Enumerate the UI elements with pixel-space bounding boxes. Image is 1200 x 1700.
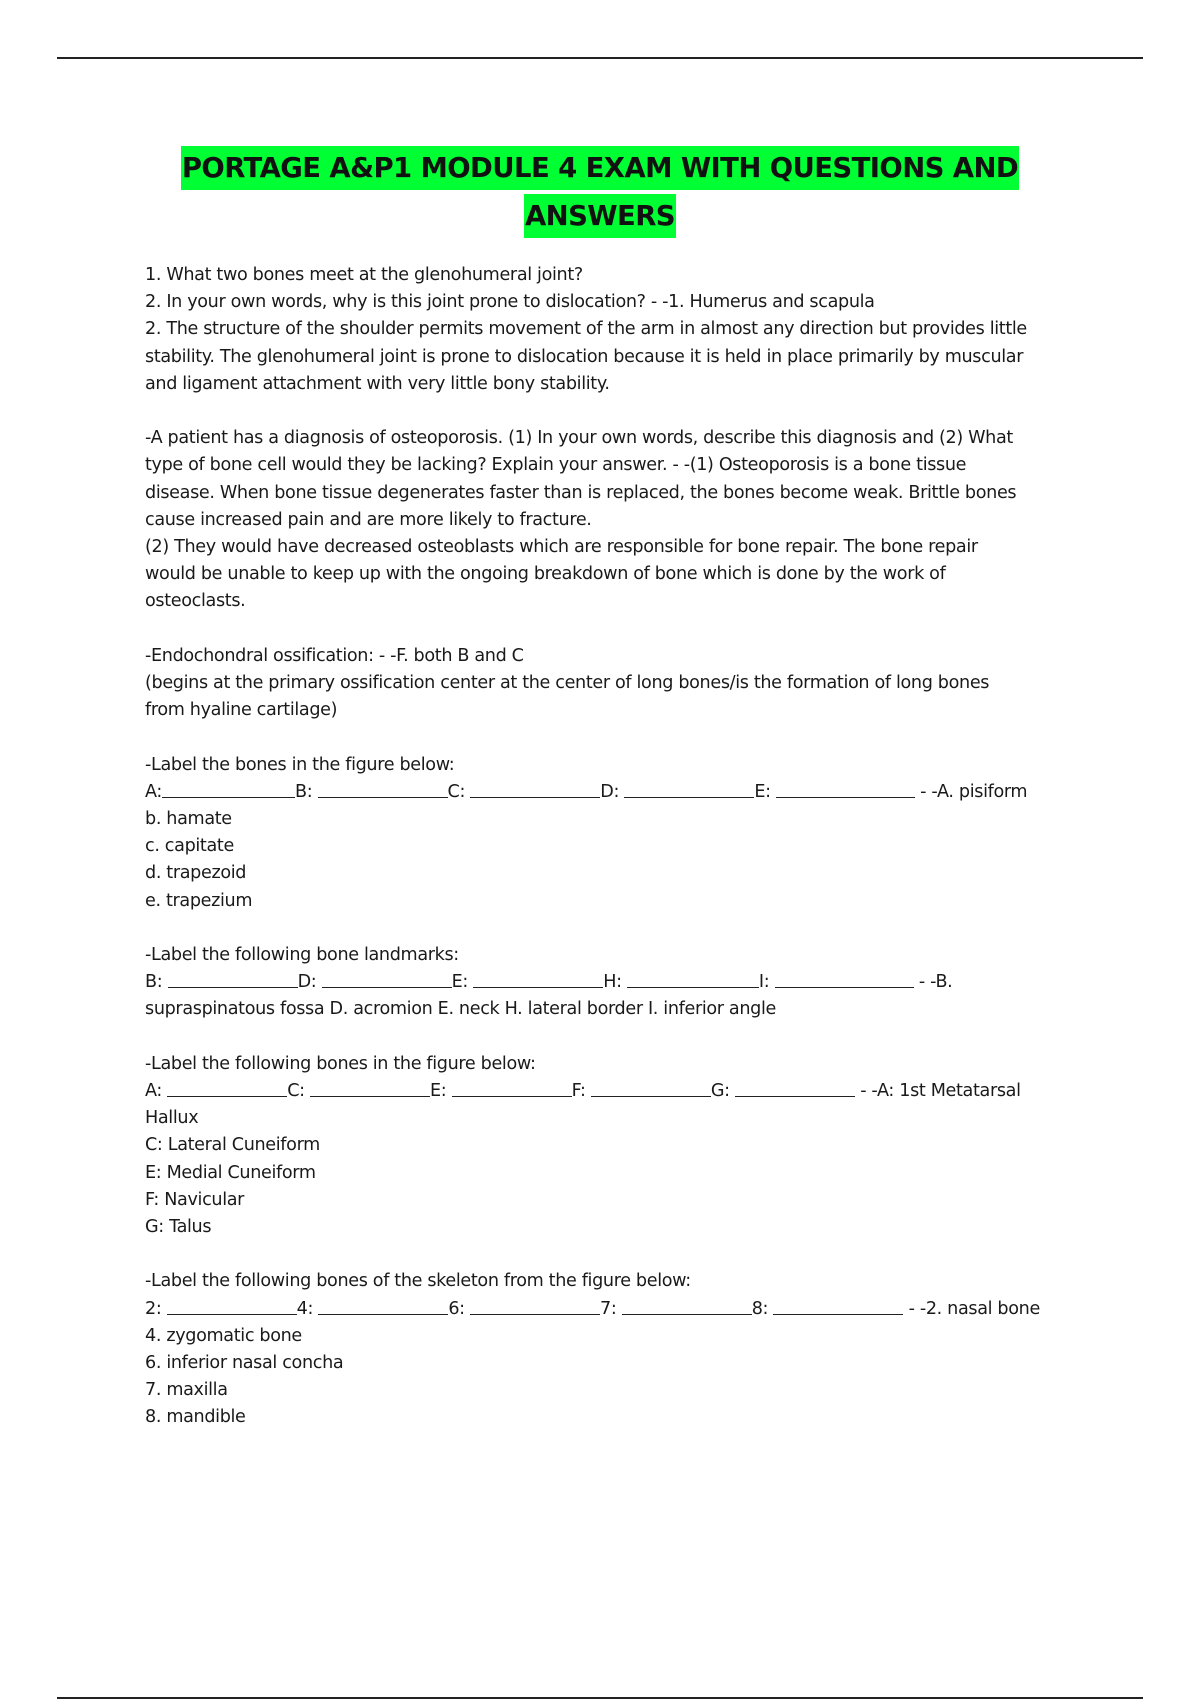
blank-label: E: bbox=[429, 1081, 447, 1102]
text-line: -A patient has a diagnosis of osteoporosis. (1) In your own words, describe this diagnosis and (2) What bbox=[145, 428, 1013, 449]
blank-label: H: bbox=[603, 972, 622, 993]
question-foot-bones bbox=[145, 1051, 1080, 1241]
text-line: type of bone cell would they be lacking? Explain your answer. - -(1) Osteoporosis is a bone tissue bbox=[145, 455, 967, 476]
answer-line: C: Lateral Cuneiform bbox=[145, 1135, 320, 1156]
document-title bbox=[145, 146, 1055, 242]
answer-blank bbox=[591, 1079, 711, 1097]
answer-line: G: Talus bbox=[145, 1217, 212, 1238]
blank-label: A: bbox=[145, 1081, 162, 1102]
answer-blank bbox=[167, 1297, 297, 1315]
answer-blank bbox=[318, 780, 448, 798]
answer-text: - -2. nasal bone bbox=[903, 1298, 1040, 1319]
blank-label: I: bbox=[758, 972, 770, 993]
blank-label: B: bbox=[294, 781, 313, 802]
answer-blank bbox=[627, 970, 759, 988]
text-line: disease. When bone tissue degenerates faster than is replaced, the bones become weak. Brittle bones bbox=[145, 482, 1017, 503]
answer-blank bbox=[773, 1297, 903, 1315]
answer-text: - -B. bbox=[913, 972, 953, 993]
question-skull-bones bbox=[145, 1268, 1080, 1431]
answer-line: b. hamate bbox=[145, 809, 232, 830]
text-line: stability. The glenohumeral joint is prone to dislocation because it is held in place primarily by muscular bbox=[145, 346, 1024, 367]
answer-line: 7. maxilla bbox=[145, 1380, 228, 1401]
blank-label: 2: bbox=[145, 1298, 162, 1319]
answer-line: 8. mandible bbox=[145, 1407, 246, 1428]
answer-blank bbox=[310, 1079, 430, 1097]
blank-label: C: bbox=[287, 1081, 305, 1102]
answer-line: Hallux bbox=[145, 1108, 199, 1129]
answer-text: - -A. pisiform bbox=[914, 781, 1028, 802]
text-line: -Endochondral ossification: - -F. both B and C bbox=[145, 645, 524, 666]
question-glenohumeral bbox=[145, 262, 1080, 398]
blank-label-row bbox=[145, 779, 1080, 806]
blank-label: B: bbox=[145, 972, 163, 993]
text-line: (begins at the primary ossification center at the center of long bones/is the formation of long bones bbox=[145, 673, 990, 694]
text-line: would be unable to keep up with the ongoing breakdown of bone which is done by the work of bbox=[145, 564, 946, 585]
answer-blank bbox=[775, 970, 914, 988]
answer-blank bbox=[473, 970, 603, 988]
answer-blank bbox=[735, 1079, 855, 1097]
answer-blank bbox=[162, 780, 295, 798]
blank-label: 7: bbox=[600, 1298, 617, 1319]
answer-line: E: Medial Cuneiform bbox=[145, 1162, 316, 1183]
question-heading: -Label the following bones in the figure below: bbox=[145, 1053, 536, 1074]
top-rule bbox=[57, 57, 1143, 59]
question-heading: -Label the following bone landmarks: bbox=[145, 945, 459, 966]
text-line: 1. What two bones meet at the glenohumeral joint? bbox=[145, 265, 583, 285]
title-line-1: PORTAGE A&P1 MODULE 4 EXAM WITH QUESTIONS AND bbox=[181, 146, 1019, 190]
text-line: 2. In your own words, why is this joint prone to dislocation? - -1. Humerus and scapula bbox=[145, 292, 875, 313]
answer-line: 6. inferior nasal concha bbox=[145, 1353, 344, 1374]
question-osteoporosis bbox=[145, 425, 1080, 615]
blank-label: 8: bbox=[751, 1298, 769, 1319]
blank-label: G: bbox=[710, 1081, 730, 1102]
question-hand-bones bbox=[145, 752, 1080, 915]
title-line-2: ANSWERS bbox=[524, 194, 676, 238]
blank-label: E: bbox=[451, 972, 468, 993]
answer-blank bbox=[624, 780, 754, 798]
text-line: and ligament attachment with very little bony stability. bbox=[145, 373, 610, 394]
answer-blank bbox=[470, 780, 600, 798]
question-heading: -Label the following bones of the skeleton from the figure below: bbox=[145, 1271, 691, 1292]
blank-label-row bbox=[145, 969, 1080, 996]
question-endochondral bbox=[145, 643, 1080, 725]
answer-line: e. trapezium bbox=[145, 890, 253, 911]
answer-blank bbox=[622, 1297, 752, 1315]
blank-label: C: bbox=[447, 781, 466, 802]
answer-line: F: Navicular bbox=[145, 1189, 245, 1210]
answer-blank bbox=[168, 970, 298, 988]
blank-label: E: bbox=[754, 781, 771, 802]
answer-blank bbox=[452, 1079, 572, 1097]
answer-blank bbox=[776, 780, 915, 798]
answer-blank bbox=[470, 1297, 600, 1315]
blank-label: 6: bbox=[448, 1298, 465, 1319]
answer-line: supraspinatous fossa D. acromion E. neck H. lateral border I. inferior angle bbox=[145, 999, 776, 1020]
answer-line: 4. zygomatic bone bbox=[145, 1325, 302, 1346]
answer-blank bbox=[167, 1079, 287, 1097]
blank-label-row bbox=[145, 1078, 1080, 1105]
document-body bbox=[145, 262, 1080, 1432]
question-bone-landmarks bbox=[145, 942, 1080, 1024]
blank-label: D: bbox=[600, 781, 620, 802]
answer-blank bbox=[322, 970, 452, 988]
answer-blank bbox=[318, 1297, 448, 1315]
text-line: 2. The structure of the shoulder permits movement of the arm in almost any direction but provides little bbox=[145, 319, 1027, 340]
blank-label: 4: bbox=[296, 1298, 314, 1319]
blank-label-row bbox=[145, 1296, 1080, 1323]
question-heading: -Label the bones in the figure below: bbox=[145, 754, 455, 775]
bottom-rule bbox=[57, 1697, 1143, 1699]
text-line: from hyaline cartilage) bbox=[145, 700, 338, 721]
answer-text: - -A: 1st Metatarsal bbox=[854, 1081, 1021, 1102]
blank-label: A: bbox=[145, 781, 162, 802]
answer-line: c. capitate bbox=[145, 836, 234, 857]
text-line: cause increased pain and are more likely to fracture. bbox=[145, 509, 592, 530]
blank-label: D: bbox=[297, 972, 317, 993]
text-line: osteoclasts. bbox=[145, 591, 246, 612]
text-line: (2) They would have decreased osteoblasts which are responsible for bone repair. The bone repair bbox=[145, 537, 978, 558]
blank-label: F: bbox=[571, 1081, 586, 1102]
answer-line: d. trapezoid bbox=[145, 863, 247, 884]
